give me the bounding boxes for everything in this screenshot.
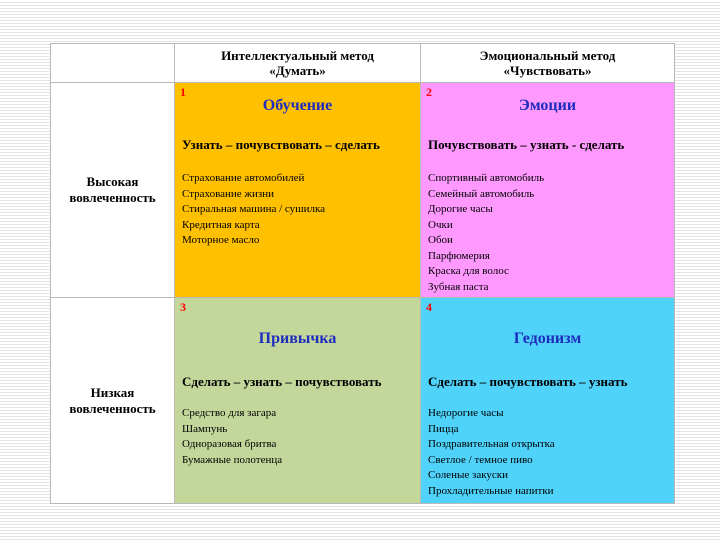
quadrant-number: 3 xyxy=(180,300,186,314)
corner-cell xyxy=(51,44,175,83)
header-feel-line2: «Чувствовать» xyxy=(503,63,592,78)
list-item: Страхование автомобилей xyxy=(182,172,305,184)
list-item: Очки xyxy=(428,218,453,231)
header-row xyxy=(51,44,675,83)
list-item: Спортивный автомобиль xyxy=(428,172,545,184)
row-label-low-line1: Низкая xyxy=(90,384,135,400)
header-feel-line1: Эмоциональный метод xyxy=(479,48,616,63)
list-item: Прохладительные напитки xyxy=(428,484,554,497)
header-feel xyxy=(421,44,675,83)
quadrant-items xyxy=(182,171,418,249)
row-label-low xyxy=(51,298,175,504)
involvement-matrix xyxy=(50,43,675,504)
row-label-high xyxy=(51,83,175,298)
list-item: Семейный автомобиль xyxy=(428,187,535,200)
low-involvement-row xyxy=(51,298,675,504)
quadrant-title: Привычка xyxy=(258,330,337,347)
list-item: Моторное масло xyxy=(182,234,260,246)
header-think-line2: «Думать» xyxy=(269,63,326,78)
quadrant-items xyxy=(428,406,672,499)
list-item: Поздравительная открытка xyxy=(428,438,555,450)
list-item: Парфюмерия xyxy=(428,249,490,262)
list-item: Шампунь xyxy=(182,422,228,435)
list-item: Одноразовая бритва xyxy=(182,438,277,450)
quadrant-number: 2 xyxy=(426,85,432,99)
list-item: Кредитная карта xyxy=(182,218,260,231)
quadrant-title: Гедонизм xyxy=(513,330,582,347)
quadrant-title: Обучение xyxy=(262,97,333,114)
list-item: Соленые закуски xyxy=(428,469,509,481)
quadrant-sequence: Почувствовать – узнать - сделать xyxy=(428,137,625,152)
quadrant-items xyxy=(182,406,418,468)
row-label-low-line2: вовлеченность xyxy=(69,400,156,416)
list-item: Страхование жизни xyxy=(182,187,275,200)
quadrant-title: Эмоции xyxy=(518,97,577,114)
list-item: Недорогие часы xyxy=(428,407,504,419)
list-item: Обои xyxy=(428,234,453,246)
quadrant-sequence: Сделать – почувствовать – узнать xyxy=(428,374,628,389)
high-involvement-row xyxy=(51,83,675,298)
quadrant-habit xyxy=(175,298,421,504)
quadrant-sequence: Сделать – узнать – почувствовать xyxy=(182,374,382,389)
quadrant-learning xyxy=(175,83,421,298)
list-item: Средство для загара xyxy=(182,407,277,419)
quadrant-number: 1 xyxy=(180,85,186,99)
row-label-high-line2: вовлеченность xyxy=(69,190,156,205)
list-item: Светлое / темное пиво xyxy=(428,453,533,466)
row-label-high-line1: Высокая xyxy=(86,174,139,189)
quadrant-items xyxy=(428,171,672,295)
list-item: Зубная паста xyxy=(428,280,489,293)
quadrant-sequence: Узнать – почувствовать – сделать xyxy=(182,137,380,152)
list-item: Стиральная машина / сушилка xyxy=(182,203,326,215)
list-item: Краска для волос xyxy=(428,265,509,277)
quadrant-hedonism xyxy=(421,298,675,504)
header-think-line1: Интеллектуальный метод xyxy=(221,48,374,63)
quadrant-number: 4 xyxy=(426,300,432,314)
list-item: Пицца xyxy=(428,422,459,435)
quadrant-emotions xyxy=(421,83,675,298)
header-think xyxy=(175,44,421,83)
list-item: Дорогие часы xyxy=(428,203,493,215)
list-item: Бумажные полотенца xyxy=(182,453,283,466)
